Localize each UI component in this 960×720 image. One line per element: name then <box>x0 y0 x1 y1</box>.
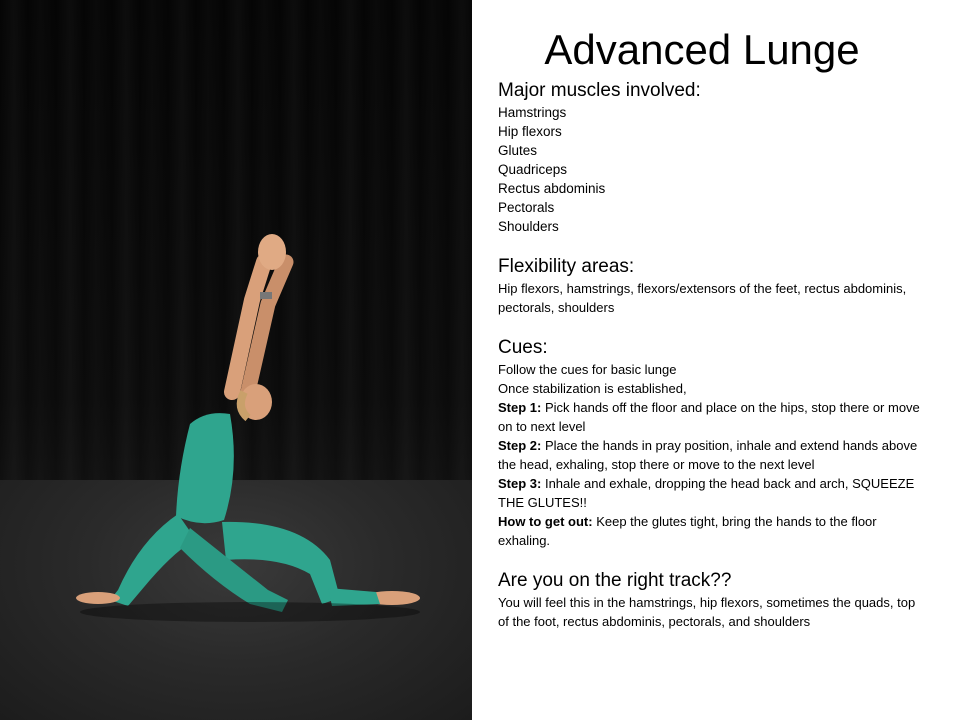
list-item: Quadriceps <box>498 162 568 177</box>
cue-step-1 <box>498 398 928 436</box>
step-label: Step 3: <box>498 476 542 491</box>
step-text: Inhale and exhale, dropping the head back and arch, SQUEEZE THE GLUTES!! <box>498 476 915 510</box>
track-text: You will feel this in the hamstrings, hip flexors, sometimes the quads, top of the foot, rectus abdominis, pectorals, and shoulders <box>498 595 916 629</box>
flexibility-section <box>498 256 928 317</box>
step-text: Place the hands in pray position, inhale and extend hands above the head, exhaling, stop there or move to the next level <box>498 438 918 472</box>
muscles-section <box>498 80 928 236</box>
step-text: Keep the glutes tight, bring the hands to the floor exhaling. <box>498 514 877 548</box>
cues-line-2: Once stabilization is established, <box>498 381 687 396</box>
step-label: Step 2: <box>498 438 542 453</box>
muscles-list <box>498 103 928 236</box>
track-heading: Are you on the right track?? <box>498 570 732 591</box>
flexibility-heading: Flexibility areas: <box>498 256 635 277</box>
slide-title: Advanced Lunge <box>544 26 860 73</box>
cue-step-2 <box>498 436 928 474</box>
list-item: Shoulders <box>498 219 559 234</box>
front-ankle <box>328 588 380 606</box>
wristwatch <box>260 292 272 299</box>
back-foot <box>76 592 120 604</box>
content <box>498 80 928 651</box>
list-item: Hamstrings <box>498 105 567 120</box>
step-label: How to get out: <box>498 514 593 529</box>
flexibility-text: Hip flexors, hamstrings, flexors/extensors of the feet, rectus abdominis, pectorals, shoulders <box>498 281 907 315</box>
list-item: Glutes <box>498 143 538 158</box>
back-leg <box>110 514 196 606</box>
cues-heading: Cues: <box>498 337 548 358</box>
floor-shadow <box>80 602 420 622</box>
cues-section <box>498 337 928 550</box>
step-label: Step 1: <box>498 400 542 415</box>
figure-illustration <box>0 0 472 720</box>
cues-line-1: Follow the cues for basic lunge <box>498 362 677 377</box>
muscles-heading: Major muscles involved: <box>498 80 701 101</box>
list-item: Hip flexors <box>498 124 562 139</box>
cue-exit <box>498 512 928 550</box>
text-panel <box>472 0 960 720</box>
step-text: Pick hands off the floor and place on the hips, stop there or move on to next level <box>498 400 920 434</box>
cue-step-3 <box>498 474 928 512</box>
hands <box>258 234 286 270</box>
list-item: Rectus abdominis <box>498 181 606 196</box>
list-item: Pectorals <box>498 200 555 215</box>
teal-top <box>176 413 234 523</box>
track-section <box>498 570 928 631</box>
lunge-photo <box>0 0 472 720</box>
